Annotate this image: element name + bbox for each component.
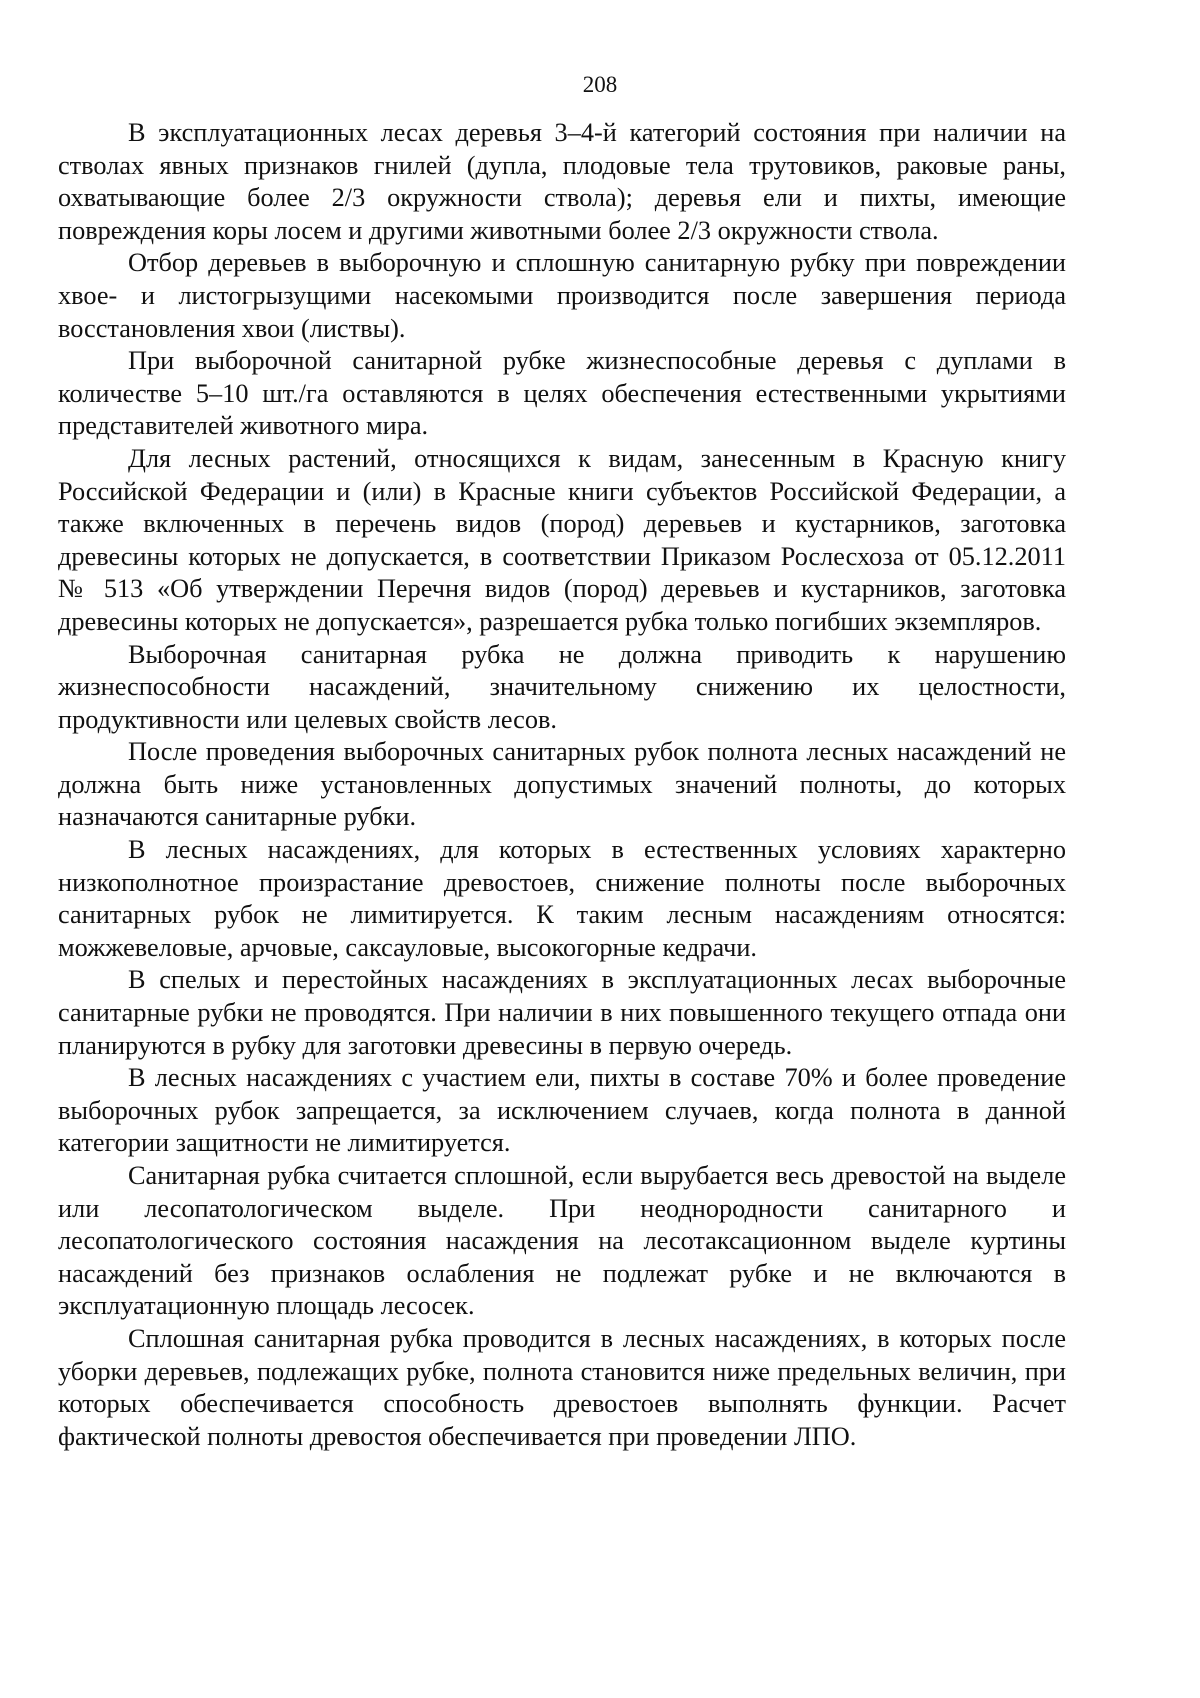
document-body	[58, 117, 1066, 1453]
paragraph: В спелых и перестойных насаждениях в эксплуатационных лесах выборочные санитарные рубки не проводятся. При наличии в них повышенного текущего отпада они планируются в рубку для заготовки древесины в первую очередь.	[58, 965, 1066, 1060]
paragraph: В лесных насаждениях с участием ели, пихты в составе 70% и более проведение выборочных рубок запрещается, за исключением случаев, когда полнота в данной категории защитности не лимитируется.	[58, 1063, 1066, 1158]
paragraph: При выборочной санитарной рубке жизнеспособные деревья с дуплами в количестве 5–10 шт./га оставляются в целях обеспечения естественными укрытиями представителей животного мира.	[58, 346, 1066, 441]
paragraph: Отбор деревьев в выборочную и сплошную санитарную рубку при повреждении хвое- и листогрызущими насекомыми производится после завершения периода восстановления хвои (листвы).	[58, 248, 1066, 343]
paragraph: В лесных насаждениях, для которых в естественных условиях характерно низкополнотное произрастание древостоев, снижение полноты после выборочных санитарных рубок не лимитируется. К таким лесным насаждениям относятся: можжевеловые, арчовые, саксауловые, высокогорные кедрачи.	[58, 835, 1066, 962]
paragraph: Сплошная санитарная рубка проводится в лесных насаждениях, в которых после уборки деревьев, подлежащих рубке, полнота становится ниже предельных величин, при которых обеспечивается способность древостоев выполнять функции. Расчет фактической полноты древостоя обеспечивается при проведении ЛПО.	[58, 1323, 1066, 1451]
paragraph: Выборочная санитарная рубка не должна приводить к нарушению жизнеспособности насаждений, значительному снижению их целостности, продуктивности или целевых свойств лесов.	[58, 639, 1066, 734]
paragraph: В эксплуатационных лесах деревья 3–4-й категорий состояния при наличии на стволах явных признаков гнилей (дупла, плодовые тела трутовиков, раковые раны, охватывающие более 2/3 окружности ствола); деревья ели и пихты, имеющие повреждения коры лосем и другими животными более 2/3 окружности ствола.	[58, 118, 1066, 245]
paragraph: Санитарная рубка считается сплошной, если вырубается весь древостой на выделе или лесопатологическом выделе. При неоднородности санитарного и лесопатологического состояния насаждения на лесотаксационном выделе куртины насаждений без признаков ослабления не подлежат рубке и не включаются в эксплуатационную площадь лесосек.	[58, 1161, 1066, 1321]
paragraph: После проведения выборочных санитарных рубок полнота лесных насаждений не должна быть ниже установленных допустимых значений полноты, до которых назначаются санитарные рубки.	[58, 737, 1066, 832]
paragraph: Для лесных растений, относящихся к видам, занесенным в Красную книгу Российской Федерации и (или) в Красные книги субъектов Российской Федерации, а также включенных в перечень видов (пород) деревьев и кустарников, заготовка древесины которых не допускается, в соответствии Приказом Рослесхоза от 05.12.2011 № 513 «Об утверждении Перечня видов (пород) деревьев и кустарников, заготовка древесины которых не допускается», разрешается рубка только погибших экземпляров.	[58, 443, 1066, 636]
page-number: 208	[582, 72, 618, 97]
